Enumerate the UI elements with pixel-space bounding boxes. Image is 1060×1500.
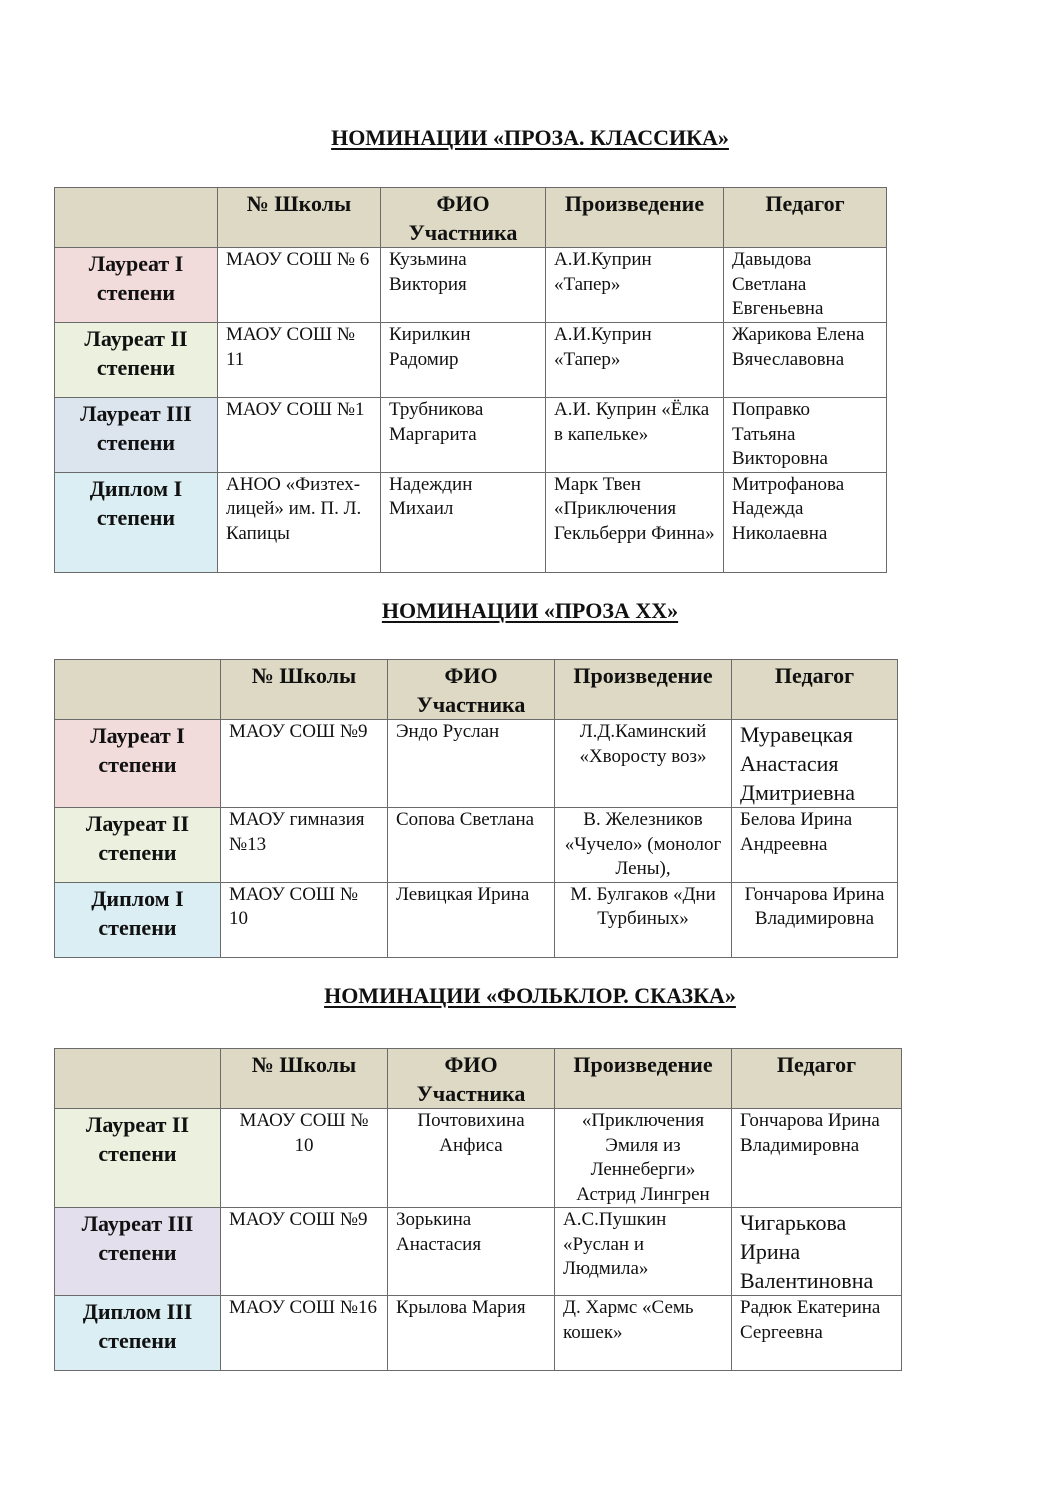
participant-cell: Сопова Светлана [388,808,555,883]
table-row [55,882,898,957]
award-cell: Лауреат II степени [55,1109,221,1208]
header-award [55,188,218,248]
work-cell: В. Железников «Чучело» (монолог Лены), [555,808,732,883]
school-cell: МАОУ СОШ №9 [221,1208,388,1296]
work-cell: Марк Твен «Приключения Гекльберри Финна» [546,472,724,572]
teacher-cell: Давыдова Светлана Евгеньевна [724,248,887,323]
school-cell: МАОУ СОШ № 11 [218,323,381,398]
school-cell: МАОУ СОШ №1 [218,398,381,473]
header-work: Произведение [555,1049,732,1109]
teacher-cell: Чигарькова Ирина Валентиновна [732,1208,902,1296]
award-cell: Диплом III степени [55,1296,221,1371]
work-cell: А.И.Куприн «Тапер» [546,248,724,323]
table-header-row [55,1049,902,1109]
award-cell: Лауреат II степени [55,323,218,398]
work-cell: «Приключения Эмиля из Леннеберги» Астрид Лингрен [555,1109,732,1208]
header-school: № Школы [221,660,388,720]
table-row [55,472,887,572]
school-cell: МАОУ СОШ №16 [221,1296,388,1371]
header-work: Произведение [546,188,724,248]
award-cell: Лауреат I степени [55,720,221,808]
header-work: Произведение [555,660,732,720]
section-title-prose-xx: НОМИНАЦИИ «ПРОЗА XX» [381,598,679,623]
teacher-cell: Белова Ирина Андреевна [732,808,898,883]
header-teacher: Педагог [732,1049,902,1109]
table-row [55,248,887,323]
award-cell: Лауреат III степени [55,1208,221,1296]
results-table-prose-xx [54,659,898,958]
table-row [55,808,898,883]
work-cell: Д. Хармс «Семь кошек» [555,1296,732,1371]
header-award [55,1049,221,1109]
participant-cell: Левицкая Ирина [388,882,555,957]
section-title-folklore-tale: НОМИНАЦИИ «ФОЛЬКЛОР. СКАЗКА» [324,983,736,1008]
table-row [55,1296,902,1371]
teacher-cell: Поправко Татьяна Викторовна [724,398,887,473]
work-cell: М. Булгаков «Дни Турбиных» [555,882,732,957]
header-participant: ФИО Участника [388,660,555,720]
header-school: № Школы [221,1049,388,1109]
participant-cell: Надеждин Михаил [381,472,546,572]
school-cell: АНОО «Физтех-лицей» им. П. Л. Капицы [218,472,381,572]
header-school: № Школы [218,188,381,248]
header-teacher: Педагог [724,188,887,248]
results-table-prose-classic [54,187,887,573]
award-cell: Лауреат I степени [55,248,218,323]
table-header-row [55,660,898,720]
teacher-cell: Гончарова Ирина Владимировна [732,1109,902,1208]
teacher-cell: Гончарова Ирина Владимировна [732,882,898,957]
teacher-cell: Радюк Екатерина Сергеевна [732,1296,902,1371]
award-cell: Диплом I степени [55,472,218,572]
participant-cell: Трубникова Маргарита [381,398,546,473]
school-cell: МАОУ СОШ № 10 [221,882,388,957]
award-cell: Лауреат II степени [55,808,221,883]
school-cell: МАОУ гимназия №13 [221,808,388,883]
work-cell: А.С.Пушкин «Руслан и Людмила» [555,1208,732,1296]
header-award [55,660,221,720]
participant-cell: Зорькина Анастасия [388,1208,555,1296]
teacher-cell: Жарикова Елена Вячеславовна [724,323,887,398]
section-title-prose-classic: НОМИНАЦИИ «ПРОЗА. КЛАССИКА» [331,125,729,150]
award-cell: Диплом I степени [55,882,221,957]
table-row [55,323,887,398]
work-cell: А.И. Куприн «Ёлка в капельке» [546,398,724,473]
participant-cell: Кузьмина Виктория [381,248,546,323]
work-cell: А.И.Куприн «Тапер» [546,323,724,398]
teacher-cell: Митрофанова Надежда Николаевна [724,472,887,572]
participant-cell: Почтовихина Анфиса [388,1109,555,1208]
results-table-folklore-tale [54,1048,902,1371]
table-row [55,1109,902,1208]
header-teacher: Педагог [732,660,898,720]
award-cell: Лауреат III степени [55,398,218,473]
table-header-row [55,188,887,248]
school-cell: МАОУ СОШ № 6 [218,248,381,323]
table-row [55,720,898,808]
work-cell: Л.Д.Каминский «Хворосту воз» [555,720,732,808]
header-participant: ФИО Участника [381,188,546,248]
school-cell: МАОУ СОШ № 10 [221,1109,388,1208]
participant-cell: Кирилкин Радомир [381,323,546,398]
table-row [55,398,887,473]
school-cell: МАОУ СОШ №9 [221,720,388,808]
header-participant: ФИО Участника [388,1049,555,1109]
teacher-cell: Муравецкая Анастасия Дмитриевна [732,720,898,808]
participant-cell: Крылова Мария [388,1296,555,1371]
participant-cell: Эндо Руслан [388,720,555,808]
table-row [55,1208,902,1296]
